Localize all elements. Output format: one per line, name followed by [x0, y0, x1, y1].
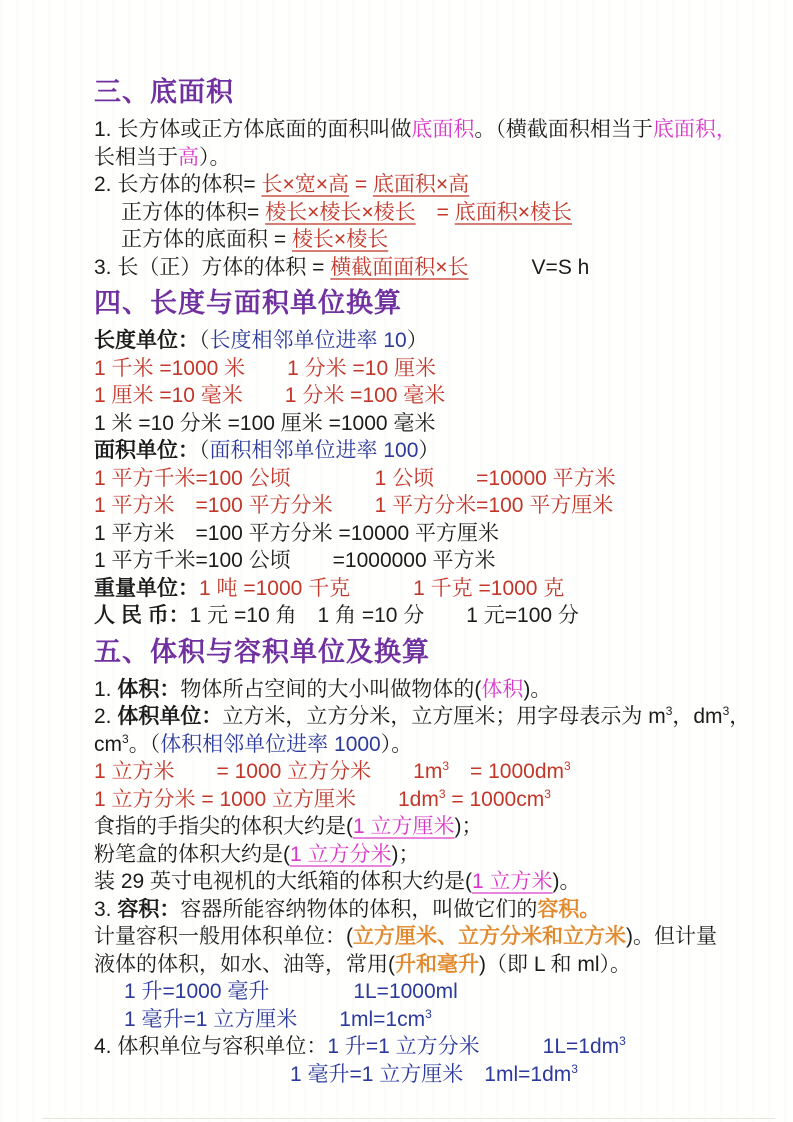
text-segment: 。（ [128, 732, 161, 756]
text-segment: 棱长×棱长×棱长 [265, 200, 416, 224]
page-edge-line [42, 1118, 775, 1119]
text-segment: 3 [665, 704, 673, 718]
text-segment: 长度相邻单位进率 10 [209, 329, 407, 352]
text-line [94, 355, 733, 383]
text-line [94, 923, 733, 951]
text-line [94, 410, 733, 438]
text-segment: V=S h [468, 255, 590, 279]
text-segment: 1 升=1 立方分米 1L=1dm [327, 1035, 620, 1058]
text-segment: 底面积×高 [372, 173, 470, 196]
text-segment: 3 [438, 786, 446, 801]
text-segment: 3 [122, 731, 129, 746]
text-segment: 1 升=1000 毫升 1L=1000ml [124, 980, 458, 1003]
text-segment: 粉笔盒的体积大约是( [94, 842, 290, 866]
text-segment: ，dm [672, 705, 723, 728]
text-segment: 正方体的底面积 = [121, 228, 292, 251]
text-segment: ）。 [199, 145, 231, 169]
text-segment: 1 元 =10 角 1 角 =10 分 1 元=100 分 [189, 604, 579, 627]
text-segment: 1 平方千米=100 公顷 =1000000 平方米 [94, 549, 496, 572]
text-line [94, 1006, 733, 1034]
text-line [94, 492, 733, 520]
text-line [94, 978, 733, 1006]
text-segment: 3 [564, 759, 571, 773]
text-segment: 容积： [117, 897, 181, 921]
text-segment: = 1000cm [445, 787, 545, 811]
text-segment: 体积相邻单位进率 1000 [160, 732, 381, 756]
text-segment: 体积： [117, 677, 181, 701]
text-line [94, 226, 733, 254]
text-segment: 3 [619, 1034, 626, 1048]
text-segment: 4. 体积单位与容积单位： [94, 1035, 328, 1058]
text-segment: 1 毫升=1 立方厘米 1ml=1cm [124, 1007, 426, 1031]
text-segment: 1 立方米 = 1000 立方分米 1m [94, 760, 443, 783]
document-body [94, 76, 751, 1088]
text-segment: 容器所能容纳物体的体积，叫做它们的 [180, 897, 538, 921]
text-segment: )。 [523, 677, 552, 701]
text-segment: )； [454, 815, 483, 838]
section-heading: 四、长度与面积单位换算 [94, 288, 402, 318]
section [94, 76, 737, 281]
text-line [94, 758, 733, 786]
section-heading: 三、底面积 [94, 77, 234, 107]
text-line [94, 144, 733, 172]
text-segment: )。但计量 [626, 925, 717, 948]
text-segment: 1 立方分米 = 1000 立方厘米 1dm [94, 787, 439, 811]
text-segment: 3. [94, 897, 118, 921]
text-segment: 物体所占空间的大小叫做物体的( [180, 677, 482, 701]
text-line [94, 676, 733, 704]
text-line [94, 786, 733, 814]
text-segment: 3 [442, 759, 450, 773]
text-segment: = 1000dm [449, 760, 565, 783]
text-line [94, 1061, 733, 1089]
text-segment: 1 厘米 =10 毫米 1 分米 =100 毫米 [94, 384, 446, 407]
text-segment: 正方体的体积= [121, 200, 266, 224]
text-segment: cm [94, 732, 122, 756]
text-segment: 1 毫升=1 立方厘米 1ml=1dm [290, 1062, 572, 1086]
text-segment: 装 29 英寸电视机的大纸箱的体积大约是( [94, 870, 473, 893]
text-segment: 1 千米 =1000 米 1 分米 =10 厘米 [94, 356, 436, 380]
text-segment: 底面积×棱长 [454, 200, 573, 224]
text-segment: 。（横截面积相当于 [474, 118, 653, 141]
section [94, 287, 733, 630]
text-segment: 底面积 [411, 118, 475, 141]
text-line [94, 171, 733, 199]
text-segment: 1 立方米 [472, 870, 553, 893]
text-line [94, 1033, 733, 1061]
text-segment: 横截面面积×长 [330, 255, 469, 279]
text-segment: 体积 [481, 677, 524, 701]
text-line [94, 254, 733, 282]
text-segment: 1 平方米 =100 平方分米 =10000 平方厘米 [94, 521, 499, 545]
text-segment: 高 [178, 145, 199, 169]
text-segment: 1 平方米 =100 平方分米 1 平方分米=100 平方厘米 [94, 494, 614, 517]
text-segment: 1. [94, 677, 118, 701]
text-segment: 食指的手指尖的体积大约是( [94, 815, 353, 838]
text-segment: 人 民 币： [94, 604, 190, 627]
text-segment: 3 [722, 704, 730, 718]
text-segment: 3. 长（正）方体的体积 = [94, 255, 331, 279]
text-segment: 1 平方千米=100 公顷 1 公顷 =10000 平方米 [94, 466, 616, 490]
text-line [94, 382, 733, 410]
text-segment: 1 米 =10 分米 =100 厘米 =1000 毫米 [94, 411, 436, 435]
section-heading: 五、体积与容积单位及换算 [94, 636, 430, 667]
text-line [94, 465, 733, 493]
text-segment: （ [199, 439, 210, 462]
text-segment: 2. 长方体的体积= [94, 173, 262, 196]
text-segment: 1 吨 =1000 千克 1 千克 =1000 克 [199, 576, 565, 600]
text-segment: )； [391, 842, 420, 866]
text-segment: )。 [552, 870, 581, 893]
text-segment: 3 [571, 1061, 578, 1076]
text-segment: 长度单位： [94, 329, 199, 352]
text-line [94, 703, 751, 731]
text-segment: ） [418, 439, 440, 462]
text-segment: ） [406, 329, 428, 352]
text-segment: ）。 [380, 732, 413, 756]
text-segment: = [415, 200, 455, 224]
text-line [94, 437, 733, 465]
text-line [94, 951, 733, 979]
text-line [94, 602, 733, 630]
text-segment: 。 [579, 897, 601, 921]
text-segment: 1 立方厘米 [353, 815, 455, 838]
text-segment: 底面积 [652, 118, 716, 141]
text-line [94, 327, 733, 355]
text-segment: 棱长×棱长 [291, 228, 389, 251]
text-segment: 液体的体积，如水、油等，常用( [94, 952, 395, 976]
text-segment: （ [199, 329, 210, 352]
section [94, 636, 751, 1089]
text-segment: 3 [425, 1006, 432, 1021]
text-line [94, 520, 733, 548]
text-line [94, 199, 733, 227]
text-line [94, 841, 733, 869]
text-segment: ， [715, 118, 737, 141]
text-segment: 1. 长方体或正方体底面的面积叫做 [94, 118, 412, 141]
text-line [94, 575, 733, 603]
text-segment: 体积单位： [117, 705, 223, 728]
text-segment: )（即 L 和 ml）。 [479, 952, 632, 976]
text-segment: 1 立方分米 [290, 842, 392, 866]
text-segment: 面积相邻单位进率 100 [209, 439, 419, 462]
text-segment: ， [729, 705, 751, 728]
text-segment: 3 [544, 786, 551, 801]
text-line [94, 868, 733, 896]
text-segment: 重量单位： [94, 576, 199, 600]
text-line [94, 547, 733, 575]
text-segment: 容积 [537, 897, 580, 921]
text-line [94, 731, 733, 759]
text-segment: 立方米，立方分米，立方厘米；用字母表示为 m [222, 705, 666, 728]
text-line [94, 896, 733, 924]
text-segment: 长×宽×高 [261, 173, 349, 196]
text-segment: 立方厘米、立方分米和立方米 [353, 925, 626, 948]
text-segment: = [348, 173, 373, 196]
text-line [94, 116, 737, 144]
text-segment: 升和毫升 [395, 952, 479, 976]
text-line [94, 813, 733, 841]
text-segment: 长相当于 [94, 145, 178, 169]
text-segment: 计量容积一般用体积单位：( [94, 925, 353, 948]
text-segment: 2. [94, 705, 118, 728]
text-segment: 面积单位： [94, 439, 199, 462]
